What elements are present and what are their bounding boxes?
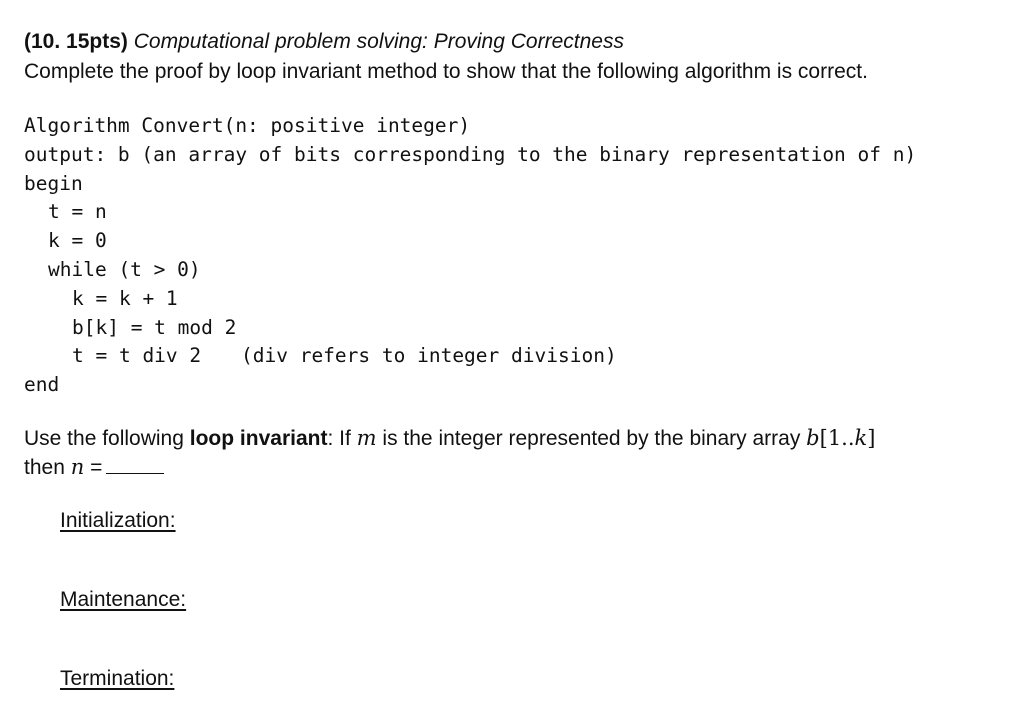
algorithm-line-t-init: t = n xyxy=(48,200,107,223)
variable-n: n xyxy=(70,455,85,479)
problem-title xyxy=(24,31,624,52)
algorithm-comment-div: (div refers to integer division) xyxy=(241,344,617,367)
array-range: [1.. xyxy=(819,426,855,450)
section-maintenance: Maintenance: xyxy=(60,588,187,611)
invariant-middle: is the integer represented by the binary array xyxy=(382,427,801,450)
algorithm-line-k-init: k = 0 xyxy=(48,229,107,252)
variable-m: m xyxy=(356,426,377,450)
algorithm-output: output: b (an array of bits corresponding to the binary representation of n) xyxy=(24,143,917,166)
invariant-statement xyxy=(24,428,875,449)
invariant-equals: = xyxy=(90,456,103,479)
problem-points: (10. 15pts) xyxy=(24,30,128,53)
section-initialization: Initialization: xyxy=(60,509,176,532)
algorithm-begin: begin xyxy=(24,172,83,195)
section-termination: Termination: xyxy=(60,667,175,690)
algorithm-line-bk: b[k] = t mod 2 xyxy=(72,316,237,339)
invariant-prefix: Use the following xyxy=(24,427,184,450)
invariant-conclusion xyxy=(24,457,164,478)
invariant-if: If xyxy=(339,427,351,450)
algorithm-line-k-inc: k = k + 1 xyxy=(72,287,178,310)
problem-topic: Computational problem solving: Proving Correctness xyxy=(133,30,624,53)
algorithm-signature: Algorithm Convert(n: positive integer) xyxy=(24,114,471,137)
answer-blank[interactable] xyxy=(106,457,164,474)
array-b: b xyxy=(806,426,820,450)
invariant-colon: : xyxy=(327,427,334,450)
invariant-then: then xyxy=(24,456,65,479)
array-k: k xyxy=(854,426,868,450)
algorithm-line-t-div: t = t div 2 xyxy=(72,344,202,367)
problem-instruction: Complete the proof by loop invariant method to show that the following algorithm is correct. xyxy=(24,60,868,83)
algorithm-end: end xyxy=(24,373,60,396)
algorithm-line-while: while (t > 0) xyxy=(48,258,201,281)
array-close: ] xyxy=(867,426,876,450)
invariant-term: loop invariant xyxy=(189,427,328,450)
